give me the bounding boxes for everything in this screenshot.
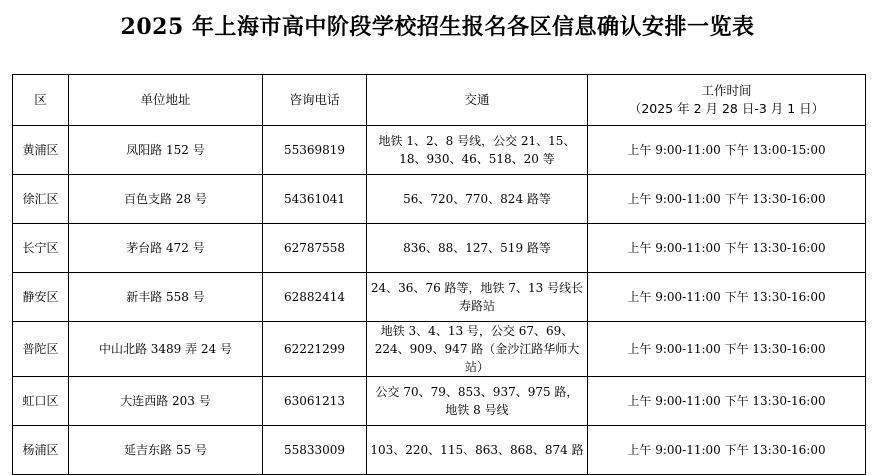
cell-phone: 54361041 xyxy=(263,175,367,224)
cell-address: 茅台路 472 号 xyxy=(69,224,263,273)
header-traffic: 交通 xyxy=(367,75,588,126)
table-row xyxy=(13,273,866,322)
cell-hours: 上午 9:00-11:00 下午 13:30-16:00 xyxy=(588,175,866,224)
cell-hours: 上午 9:00-11:00 下午 13:30-16:00 xyxy=(588,426,866,475)
header-hours xyxy=(588,75,866,126)
cell-phone: 62787558 xyxy=(263,224,367,273)
cell-district: 徐汇区 xyxy=(13,175,69,224)
cell-address: 大连西路 203 号 xyxy=(69,377,263,426)
page-title: 2025 年上海市高中阶段学校招生报名各区信息确认安排一览表 xyxy=(120,14,755,40)
cell-traffic: 24、36、76 路等，地铁 7、13 号线长寿路站 xyxy=(367,273,588,322)
header-phone: 咨询电话 xyxy=(263,75,367,126)
cell-traffic: 836、88、127、519 路等 xyxy=(367,224,588,273)
table-row xyxy=(13,377,866,426)
cell-address: 凤阳路 152 号 xyxy=(69,126,263,175)
header-district: 区 xyxy=(13,75,69,126)
header-address: 单位地址 xyxy=(69,75,263,126)
cell-address: 新丰路 558 号 xyxy=(69,273,263,322)
cell-district: 静安区 xyxy=(13,273,69,322)
schedule-table xyxy=(12,74,866,475)
cell-phone: 63061213 xyxy=(263,377,367,426)
cell-traffic: 公交 70、79、853、937、975 路，地铁 8 号线 xyxy=(367,377,588,426)
header-hours-dates: （2025 年 2 月 28 日-3 月 1 日） xyxy=(628,101,825,116)
cell-district: 长宁区 xyxy=(13,224,69,273)
cell-address: 延吉东路 55 号 xyxy=(69,426,263,475)
table-row xyxy=(13,224,866,273)
cell-address: 百色支路 28 号 xyxy=(69,175,263,224)
cell-traffic: 103、220、115、863、868、874 路 xyxy=(367,426,588,475)
cell-hours: 上午 9:00-11:00 下午 13:30-16:00 xyxy=(588,224,866,273)
cell-district: 虹口区 xyxy=(13,377,69,426)
cell-district: 杨浦区 xyxy=(13,426,69,475)
cell-phone: 62221299 xyxy=(263,322,367,377)
cell-hours: 上午 9:00-11:00 下午 13:30-16:00 xyxy=(588,377,866,426)
cell-address: 中山北路 3489 弄 24 号 xyxy=(69,322,263,377)
cell-hours: 上午 9:00-11:00 下午 13:30-16:00 xyxy=(588,322,866,377)
table-header-row xyxy=(13,75,866,126)
cell-phone: 62882414 xyxy=(263,273,367,322)
header-hours-title: 工作时间 xyxy=(701,83,752,98)
table-row xyxy=(13,175,866,224)
table-row xyxy=(13,426,866,475)
cell-phone: 55833009 xyxy=(263,426,367,475)
cell-hours: 上午 9:00-11:00 下午 13:00-15:00 xyxy=(588,126,866,175)
table-row xyxy=(13,322,866,377)
cell-traffic: 地铁 1、2、8 号线，公交 21、15、18、930、46、518、20 等 xyxy=(367,126,588,175)
cell-district: 黄浦区 xyxy=(13,126,69,175)
cell-hours: 上午 9:00-11:00 下午 13:30-16:00 xyxy=(588,273,866,322)
cell-district: 普陀区 xyxy=(13,322,69,377)
cell-traffic: 56、720、770、824 路等 xyxy=(367,175,588,224)
cell-phone: 55369819 xyxy=(263,126,367,175)
cell-traffic: 地铁 3、4、13 号，公交 67、69、224、909、947 路（金沙江路华师大站） xyxy=(367,322,588,377)
table-row xyxy=(13,126,866,175)
